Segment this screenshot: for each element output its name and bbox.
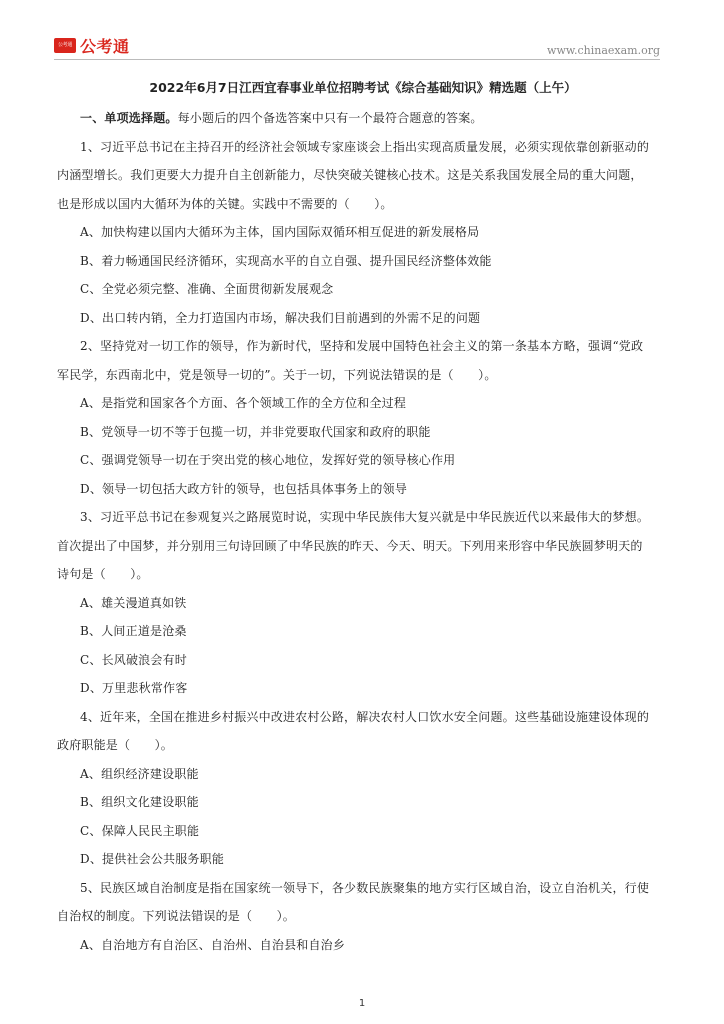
option-d: D、领导一切包括大政方针的领导，也包括具体事务上的领导 [80, 481, 408, 496]
header-divider [54, 59, 660, 60]
question-text-line: 也是形成以国内大循环为体的关键。实践中不需要的（ ）。 [57, 196, 393, 211]
option-b: B、着力畅通国民经济循环，实现高水平的自立自强、提升国民经济整体效能 [80, 253, 492, 268]
question-text-line: 政府职能是（ ）。 [57, 738, 174, 752]
option-a: A、雄关漫道真如铁 [80, 595, 187, 610]
page-header [0, 0, 724, 64]
question-text-line: 内涵型增长。我们更要大力提升自主创新能力，尽快突破关键核心技术。这是关系我国发展全局的重大问题， [57, 168, 643, 182]
option-c: C、强调党领导一切在于突出党的核心地位，发挥好党的领导核心作用 [80, 453, 456, 467]
option-a: A、加快构建以国内大循环为主体，国内国际双循环相互促进的新发展格局 [80, 225, 480, 239]
option-d: D、出口转内销，全力打造国内市场，解决我们目前遇到的外需不足的问题 [80, 310, 481, 325]
option-d: D、万里悲秋常作客 [80, 681, 188, 695]
option-d: D、提供社会公共服务职能 [80, 852, 225, 866]
logo-badge: 公考通 [54, 38, 76, 53]
question-text-line: 1、习近平总书记在主持召开的经济社会领域专家座谈会上指出实现高质量发展，必须实现依靠创新驱动的 [80, 139, 650, 154]
question-text-line: 2、坚持党对一切工作的领导，作为新时代，坚持和发展中国特色社会主义的第一条基本方略，强调“党政 [80, 339, 644, 353]
logo-text: 公考通 [80, 37, 130, 56]
question-text-line: 首次提出了中国梦，并分别用三句诗回顾了中华民族的昨天、今天、明天。下列用来形容中华民族圆梦明天的 [57, 538, 643, 553]
page-number: 1 [358, 998, 366, 1009]
option-c: C、全党必须完整、准确、全面贯彻新发展观念 [80, 282, 334, 296]
question-text-line: 军民学，东西南北中，党是领导一切的”。关于一切，下列说法错误的是（ ）。 [57, 367, 497, 382]
option-a: A、是指党和国家各个方面、各个领域工作的全方位和全过程 [80, 396, 407, 410]
option-b: B、人间正道是沧桑 [80, 624, 187, 638]
section-heading [57, 104, 669, 133]
page-title: 2022年6月7日江西宜春事业单位招聘考试《综合基础知识》精选题（上午） [149, 80, 577, 95]
question-text-line: 5、民族区域自治制度是指在国家统一领导下，各少数民族聚集的地方实行区域自治，设立自治机关，行使 [80, 880, 650, 895]
question-4 [57, 703, 669, 874]
option-c: C、保障人民民主职能 [80, 823, 200, 838]
option-b: B、党领导一切不等于包揽一切，并非党要取代国家和政府的职能 [80, 424, 431, 439]
question-1 [57, 133, 669, 333]
site-url: www.chinaexam.org [547, 44, 660, 57]
question-text-line: 诗句是（ ）。 [57, 567, 149, 581]
option-a: A、自治地方有自治区、自治州、自治县和自治乡 [80, 937, 346, 952]
option-b: B、组织文化建设职能 [80, 795, 199, 809]
question-5 [57, 874, 669, 960]
option-c: C、长风破浪会有时 [80, 652, 187, 667]
section-instruction: 每小题后的四个备选答案中只有一个最符合题意的答案。 [177, 111, 483, 125]
option-a: A、组织经济建设职能 [80, 766, 199, 781]
document-body [57, 76, 669, 959]
question-text-line: 4、近年来，全国在推进乡村振兴中改进农村公路，解决农村人口饮水安全问题。这些基础设施建设体现的 [80, 709, 650, 724]
logo [54, 34, 130, 57]
question-text-line: 3、习近平总书记在参观复兴之路展览时说，实现中华民族伟大复兴就是中华民族近代以来最伟大的梦想。 [80, 510, 650, 524]
question-3 [57, 503, 669, 703]
section-label: 一、单项选择题。 [80, 111, 178, 125]
question-text-line: 自治权的制度。下列说法错误的是（ ）。 [57, 909, 296, 923]
question-2 [57, 332, 669, 503]
